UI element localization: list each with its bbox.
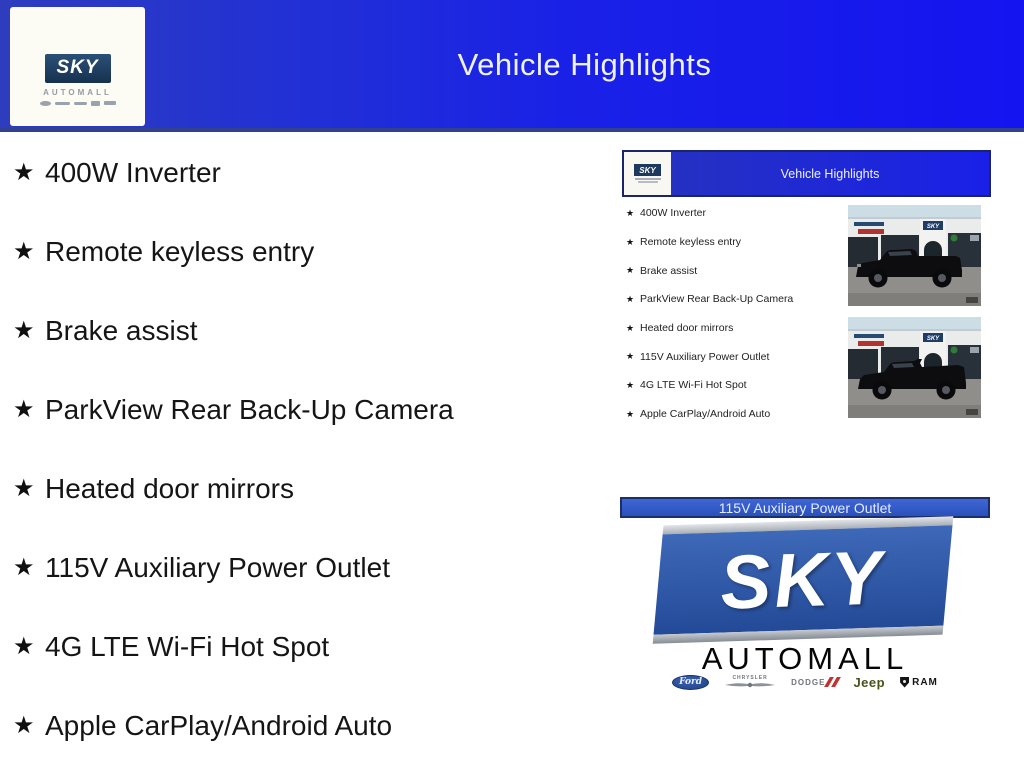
dodge-logo-text: DODGE [791,677,826,687]
svg-text:SKY: SKY [926,224,940,230]
ford-icon [40,101,51,106]
truck-photo-front [848,205,981,306]
mini-brands-line [638,181,658,183]
brand-logos-small [40,101,116,106]
sky-logo-large-text: SKY [717,534,889,626]
star-bullet-icon: ★ [13,633,35,660]
feature-text: 400W Inverter [45,156,221,188]
mini-dealer-logo [624,152,671,195]
chrysler-logo-text: CHRYSLER [732,675,768,681]
ford-logo-text: Ford [679,677,703,687]
star-bullet-icon: ★ [626,265,635,276]
dodge-slash-icon [832,677,842,687]
star-bullet-icon: ★ [13,317,35,344]
star-bullet-icon: ★ [626,322,635,333]
mini-feature-text: 115V Auxiliary Power Outlet [640,350,770,363]
feature-text: Remote keyless entry [45,235,315,267]
sky-logo-large [653,516,954,644]
mini-feature-list [626,199,846,429]
chrysler-logo-icon [724,675,776,689]
star-bullet-icon: ★ [626,379,635,390]
star-bullet-icon: ★ [626,293,635,304]
feature-text: Heated door mirrors [45,472,294,504]
truck-photo-rear [848,317,981,418]
list-item [13,291,613,370]
dodge-icon [74,102,87,105]
star-bullet-icon: ★ [13,554,35,581]
mini-list-item [626,228,846,257]
page-title: Vehicle Highlights [457,47,712,82]
sky-logo-badge [45,54,111,83]
star-bullet-icon: ★ [626,408,635,419]
ram-icon [104,101,116,105]
ford-logo-icon [672,675,709,690]
list-item [13,686,613,765]
mini-list-item [626,400,846,429]
star-bullet-icon: ★ [13,475,35,502]
star-bullet-icon: ★ [13,712,35,739]
list-item [13,133,613,212]
sky-logo-face [654,525,953,634]
ram-logo-text: RAM [912,676,938,688]
feature-text: Brake assist [45,314,198,346]
mini-list-item [626,199,846,228]
mini-list-item [626,342,846,371]
dealer-logo [10,7,145,126]
mini-feature-text: 400W Inverter [640,207,706,220]
mini-list-item [626,285,846,314]
list-item [13,212,613,291]
star-bullet-icon: ★ [626,207,635,218]
jeep-logo-icon: Jeep [853,674,886,690]
star-bullet-icon: ★ [13,159,35,186]
mini-automall-line [635,178,661,180]
list-item [13,607,613,686]
ram-logo-icon [900,677,938,688]
mini-slide-header [622,150,991,197]
feature-list [13,133,613,765]
mini-list-item [626,256,846,285]
chrysler-icon [55,102,70,105]
feature-text: 4G LTE Wi-Fi Hot Spot [45,630,330,662]
mini-sky-text: SKY [639,165,656,175]
mini-feature-text: ParkView Rear Back-Up Camera [640,293,794,306]
mini-list-item [626,371,846,400]
list-item [13,370,613,449]
star-bullet-icon: ★ [626,351,635,362]
mini-feature-text: 4G LTE Wi-Fi Hot Spot [640,379,747,392]
ram-shield-icon [900,677,909,688]
mini-list-item [626,314,846,343]
mini-slide-title: Vehicle Highlights [671,152,989,195]
outlet-panel-title: 115V Auxiliary Power Outlet [718,499,892,516]
star-bullet-icon: ★ [13,238,35,265]
sky-logo-text: SKY [56,57,99,78]
automall-large-label: AUTOMALL [701,641,909,676]
mini-feature-text: Brake assist [640,264,698,277]
list-item [13,528,613,607]
jeep-icon [91,101,100,106]
feature-text: 115V Auxiliary Power Outlet [45,551,390,583]
automall-label: AUTOMALL [43,87,112,97]
mini-feature-text: Heated door mirrors [640,322,734,335]
header-banner [0,0,1024,132]
dodge-logo-icon [791,677,838,687]
svg-text:SKY: SKY [926,336,940,342]
star-bullet-icon: ★ [13,396,35,423]
chrysler-wings-icon [724,681,776,689]
mini-feature-text: Remote keyless entry [640,236,741,249]
feature-text: Apple CarPlay/Android Auto [45,709,393,741]
outlet-panel-title-bar [620,497,990,518]
star-bullet-icon: ★ [626,236,635,247]
feature-text: ParkView Rear Back-Up Camera [45,393,454,425]
list-item [13,449,613,528]
brand-logos-row [622,672,988,692]
mini-feature-text: Apple CarPlay/Android Auto [640,408,771,421]
mini-sky-badge [634,164,661,176]
